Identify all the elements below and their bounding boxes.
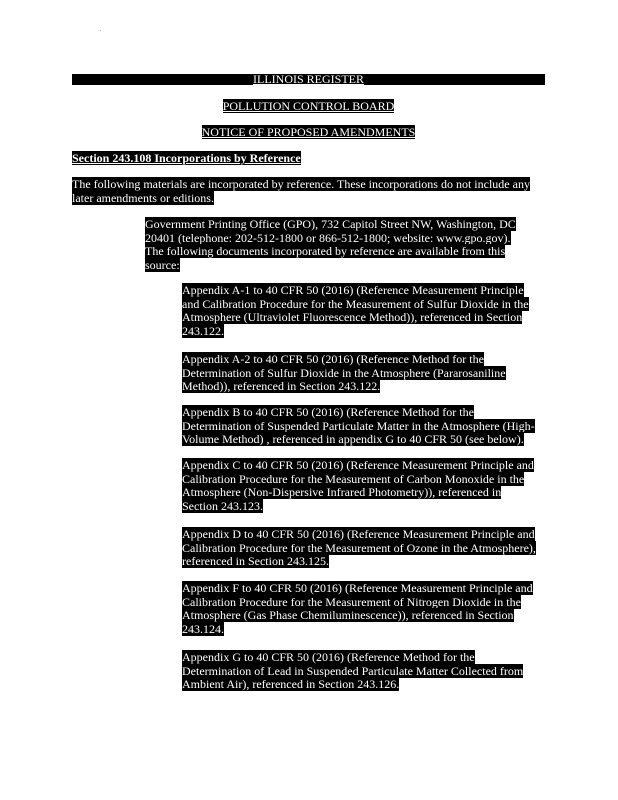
intro-text: The following materials are incorporated by reference. These incorporations do not include any later amendments or editions. <box>72 177 530 205</box>
incorporated-item <box>182 459 540 513</box>
incorporated-item <box>182 528 540 569</box>
incorporated-item <box>182 284 540 338</box>
incorporated-item <box>182 353 540 394</box>
register-title <box>72 73 545 86</box>
board-title-text: POLLUTION CONTROL BOARD <box>222 99 395 113</box>
intro-paragraph <box>72 178 542 205</box>
incorporated-item-text: Appendix G to 40 CFR 50 (2016) (Reference Method for the Determination of Lead in Suspended Particulate Matter Collected from Ambient Air), referenced in Section 243.126. <box>182 650 524 692</box>
incorporated-item <box>182 406 540 447</box>
incorporated-item <box>182 651 540 692</box>
incorporated-item <box>182 582 540 636</box>
incorporated-item-text: Appendix C to 40 CFR 50 (2016) (Reference Measurement Principle and Calibration Procedure for the Measurement of Carbon Monoxide in the Atmosphere (Non-Dispersive Infrared Photometry)), referenced in Section 243.123. <box>182 458 534 513</box>
gpo-source-text: Government Printing Office (GPO), 732 Capitol Street NW, Washington, DC 20401 (telephone: 202-512-1800 or 866-512-1800; website: www.gpo.gov). The following documents incorporated by reference are available from this source: <box>145 217 516 272</box>
section-heading <box>72 152 301 165</box>
notice-title-text: NOTICE OF PROPOSED AMENDMENTS <box>201 125 416 139</box>
incorporated-item-text: Appendix D to 40 CFR 50 (2016) (Reference Measurement Principle and Calibration Procedure for the Measurement of Ozone in the Atmosphere), referenced in Section 243.125. <box>182 527 536 569</box>
scan-speck <box>100 30 101 31</box>
incorporated-item-text: Appendix A-1 to 40 CFR 50 (2016) (Reference Measurement Principle and Calibration Procedure for the Measurement of Sulfur Dioxide in the Atmosphere (Ultraviolet Fluorescence Method)), referenced in Section 243.122. <box>182 283 529 338</box>
board-title <box>72 100 545 113</box>
incorporated-item-text: Appendix B to 40 CFR 50 (2016) (Reference Method for the Determination of Suspended Particulate Matter in the Atmosphere (High-Volume Method) , referenced in appendix G to 40 CFR 50 (see below). <box>182 405 535 447</box>
section-heading-text: Section 243.108 Incorporations by Reference <box>72 151 301 165</box>
gpo-source-paragraph <box>145 218 527 272</box>
notice-title <box>72 126 545 139</box>
register-title-text: ILLINOIS REGISTER <box>253 72 364 86</box>
incorporated-item-text: Appendix F to 40 CFR 50 (2016) (Reference Measurement Principle and Calibration Procedure for the Measurement of Nitrogen Dioxide in the Atmosphere (Gas Phase Chemiluminescence)), referenced in Section 243.124. <box>182 581 533 636</box>
incorporated-item-text: Appendix A-2 to 40 CFR 50 (2016) (Reference Method for the Determination of Sulfur Dioxide in the Atmosphere (Pararosaniline Method)), referenced in Section 243.122. <box>182 352 506 394</box>
